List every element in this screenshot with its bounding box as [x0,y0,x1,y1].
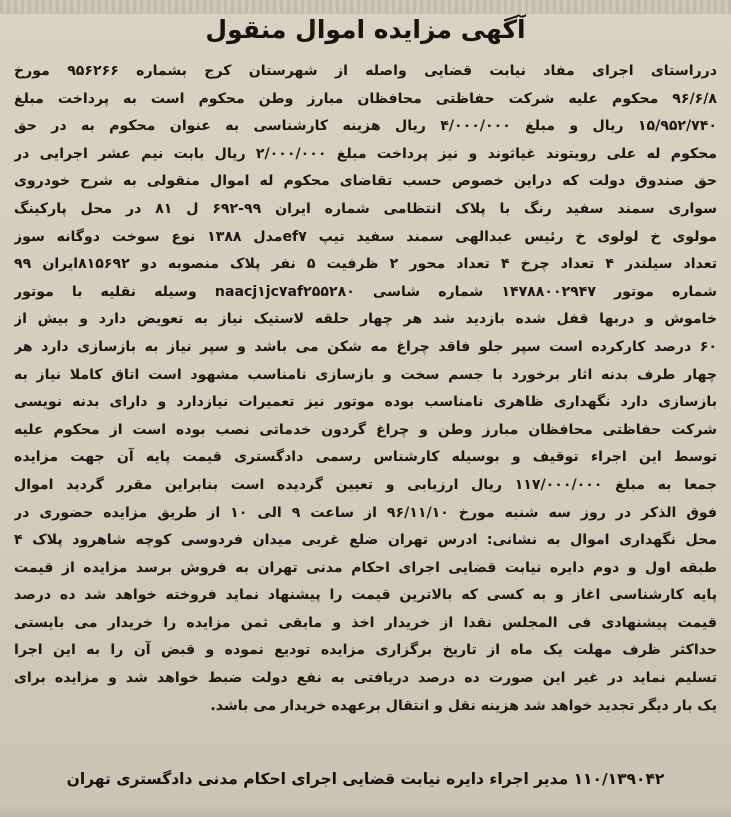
notice-line: فوق الذکر در روز سه شنبه مورخ ۹۶/۱۱/۱۰ از ساعت ۹ الی ۱۰ از طریق مزایده حضوری در [14,504,717,521]
notice-line: مولوی خ لولوی خ رئیس عبدالهی سمند سفید تیپ ef۷مدل ۱۳۸۸ نوع سوخت دوگانه سوز [14,228,717,245]
notice-line: یک بار دیگر تجدید خواهد شد هزینه نقل و انتقال برعهده خریدار می باشد. [210,697,717,714]
notice-line: قیمت پیشنهادی فی المجلس نقدا از خریدار اخذ و مابقی ثمن مزایده را خریدار می بایستی [14,614,717,631]
notice-line: درراستای اجرای مفاد نیابت قضایی واصله از شهرستان کرج بشماره ۹۵۶۲۶۶ مورخ [14,63,717,79]
notice-line: بازسازی دارد نگهداری ظاهری نامناسب بوده موتور نیز تعمیرات نیازدارد و دارای بدنه نویسی [14,394,717,411]
notice-line: توسط این اجراء توقیف و بوسیله کارشناس رسمی دادگستری قیمت پایه آن جهت مزایده [14,449,717,466]
notice-line: پایه کارشناسی اغاز و به کسی که بالاترین قیمت را پیشنهاد نماید فروخته خواهد شد ده درصد [14,587,717,604]
notice-line: طبقه اول و دوم دایره نیابت قضایی اجرای احکام مدنی تهران به فروش برسد مزایده از قیمت [14,559,717,576]
page-edge [0,805,731,817]
notice-line: چهار طرف بدنه اثار برخورد با جسم سخت و بازسازی نامناسب مشهود است اتاق کاملا نیاز به [14,366,717,383]
notice-line: ۶۰ درصد کارکرده است سپر جلو فاقد چراغ مه شکن می باشد و سپر نیاز به بازسازی دارد هر [14,338,717,355]
notice-line: حق صندوق دولت که دراین خصوص حسب تقاضای محکوم له اموال منقولی به شرح خودروی [14,173,717,190]
notice-line: ۹۶/۶/۸ محکوم علیه شرکت حفاظتی محافظان مبارز وطن محکوم است به پرداخت مبلغ [14,90,717,107]
notice-signature: ۱۱۰/۱۳۹۰۴۲ مدیر اجراء دایره نیابت قضایی اجرای احکام مدنی دادگستری تهران [66,770,665,788]
notice-body [14,58,717,720]
notice-line: حداکثر ظرف مهلت یک ماه از تاریخ برگزاری مزایده تودیع نموده و قبض آن را به این اجرا [14,642,717,659]
notice-title: آگهی مزایده اموال منقول [205,15,526,44]
notice-line: محکوم له علی رویتوند غیاثوند و نیز پرداخت مبلغ ۲/۰۰۰/۰۰۰ ریال بابت نیم عشر اجرایی در [14,145,717,162]
notice-line: شرکت حفاظتی محافظان مبارز وطن و چراغ گردون خدماتی نصب بوده است از محکوم علیه [14,421,717,438]
notice-line: شماره موتور ۱۴۷۸۸۰۰۲۹۴۷ شماره شاسی naacj۱jc۷af۲۵۵۲۸۰ وسیله نقلیه با موتور [14,283,717,300]
notice-line: تعداد سیلندر ۴ تعداد چرخ ۴ تعداد محور ۲ ظرفیت ۵ نفر پلاک منصوبه دو ۸۱۵۶۹۲ایران ۹۹ [14,256,717,273]
notice-line: جمعا به مبلغ ۱۱۷/۰۰۰/۰۰۰ ریال ارزیابی و تعیین گردیده است بنابراین مقرر گردید اموال [14,476,717,493]
notice-line: ۱۵/۹۵۲/۷۴۰ ریال و مبلغ ۴/۰۰۰/۰۰۰ ریال هزینه کارشناسی به عنوان محکوم به در حق [14,118,717,135]
notice-line: تسلیم نماید در غیر این صورت ده درصد دریافتی به نفع دولت ضبط خواهد شد و مزایده برای [14,670,717,687]
notice-line: خاموش و دربها قفل شده بازدید شد هر چهار حلقه لاستیک نیاز به تعویض دارد و بیش از [14,311,717,328]
notice-line: محل نگهداری اموال به نشانی: ادرس تهران ضلع غربی میدان فردوسی کوچه شاهرود پلاک ۴ [14,532,717,549]
notice-line: سواری سمند سفید رنگ با پلاک انتظامی شماره ایران ۹۹-۶۹۲ ل ۸۱ در محل پارکینگ [14,200,717,217]
